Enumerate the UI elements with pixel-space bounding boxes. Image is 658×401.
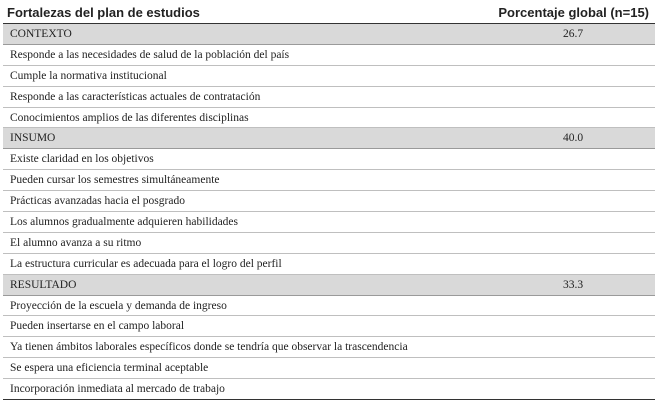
- table-row: [3, 87, 655, 108]
- row-text: Pueden insertarse en el campo laboral: [10, 320, 185, 333]
- section-row-resultado: [3, 275, 655, 296]
- row-text: Responde a las características actuales de contratación: [10, 90, 261, 103]
- row-text: Pueden cursar los semestres simultáneamente: [10, 174, 220, 187]
- row-text: Cumple la normativa institucional: [10, 69, 167, 82]
- header-strengths: Fortalezas del plan de estudios: [7, 5, 200, 20]
- row-text: El alumno avanza a su ritmo: [10, 236, 142, 249]
- header-percentage: Porcentaje global (n=15): [498, 5, 649, 20]
- section-row-insumo: [3, 128, 655, 149]
- row-text: La estructura curricular es adecuada para el logro del perfil: [10, 257, 282, 270]
- row-text: Se espera una eficiencia terminal aceptable: [10, 362, 209, 375]
- table-row: [3, 108, 655, 129]
- table-row: [3, 212, 655, 233]
- row-text: Proyección de la escuela y demanda de ingreso: [10, 299, 227, 312]
- table-row: [3, 254, 655, 275]
- table-row: [3, 233, 655, 254]
- row-text: Incorporación inmediata al mercado de trabajo: [10, 383, 225, 396]
- table-row: [3, 170, 655, 191]
- table-row: [3, 358, 655, 379]
- section-percentage: 26.7: [563, 28, 584, 40]
- section-label: INSUMO: [10, 132, 56, 145]
- row-text: Los alumnos gradualmente adquieren habilidades: [10, 216, 239, 229]
- table-row: [3, 45, 655, 66]
- table-row: [3, 149, 655, 170]
- table-row: [3, 379, 655, 400]
- table-header: [3, 0, 655, 24]
- row-text: Existe claridad en los objetivos: [10, 153, 154, 166]
- strengths-table: [3, 0, 655, 400]
- table-row: [3, 191, 655, 212]
- table-row: [3, 296, 655, 317]
- section-row-contexto: [3, 24, 655, 45]
- table-row: [3, 66, 655, 87]
- section-percentage: 40.0: [563, 132, 584, 145]
- row-text: Conocimientos amplios de las diferentes disciplinas: [10, 111, 249, 124]
- row-text: Responde a las necesidades de salud de la población del país: [10, 48, 290, 61]
- table-row: [3, 316, 655, 337]
- section-percentage: 33.3: [563, 278, 584, 291]
- row-text: Ya tienen ámbitos laborales específicos donde se tendría que observar la trascendencia: [10, 341, 408, 354]
- section-label: CONTEXTO: [10, 28, 72, 40]
- section-label: RESULTADO: [10, 278, 77, 291]
- table-row: [3, 337, 655, 358]
- row-text: Prácticas avanzadas hacia el posgrado: [10, 195, 185, 208]
